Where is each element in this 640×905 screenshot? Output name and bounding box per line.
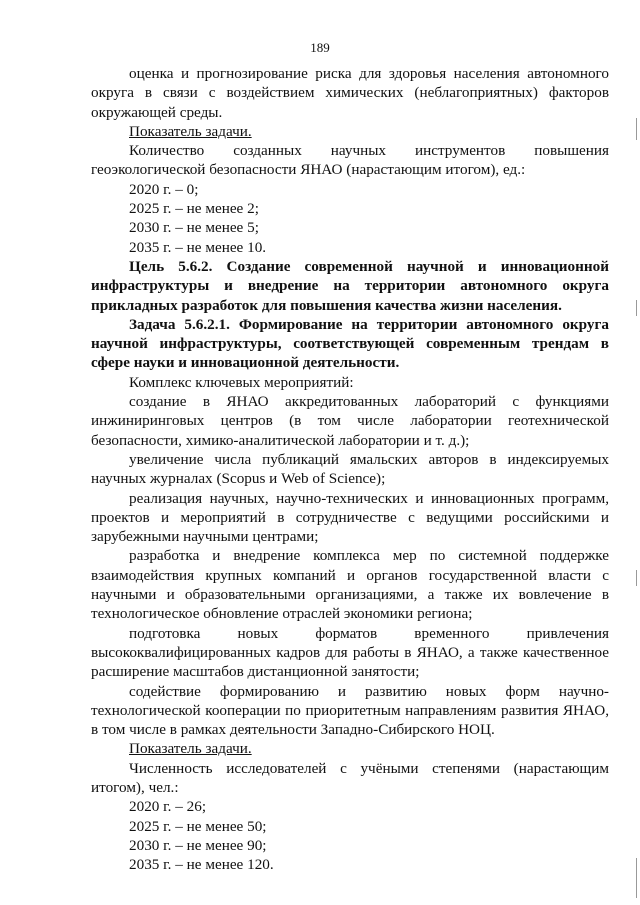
indicator-heading-1 <box>91 122 609 141</box>
activity-item: увеличение числа публикаций ямальских авторов в индексируемых научных журналах (Scopus и Web of Science); <box>91 450 609 488</box>
indicator-heading-label: Показатель задачи. <box>129 740 252 758</box>
indicator-value: 2035 г. – не менее 10. <box>129 238 267 256</box>
page-number: 189 <box>310 40 330 55</box>
activities-heading: Комплекс ключевых мероприятий: <box>129 373 354 391</box>
goal-heading: Цель 5.6.2. Создание современной научной и инновационной инфраструктуры и внедрение на территории автономного округа прикладных разработок для повышения качества жизни населения. <box>91 257 609 314</box>
activity-item: подготовка новых форматов временного привлечения высококвалифицированных кадров для работы в ЯНАО, а также качественное расширение масштабов дистанционной занятости; <box>91 624 609 681</box>
paragraph-risk-assessment: оценка и прогнозирование риска для здоровья населения автономного округа в связи с воздействием химических (неблагоприятных) факторов окружающей среды. <box>91 65 609 121</box>
indicator-description-2: Численность исследователей с учёными степенями (нарастающим итогом), чел.: <box>91 759 609 796</box>
task-heading: Задача 5.6.2.1. Формирование на территории автономного округа научной инфраструктуры, соответствующей современным трендам в сфере науки и инновационной деятельности. <box>91 315 609 372</box>
indicator-heading-2 <box>91 739 609 758</box>
indicator-heading-label: Показатель задачи. <box>129 122 252 140</box>
indicator-value: 2025 г. – не менее 2; <box>129 200 259 218</box>
indicator-value: 2020 г. – 0; <box>129 180 199 198</box>
indicator-value: 2030 г. – не менее 90; <box>129 836 267 854</box>
indicator-value: 2025 г. – не менее 50; <box>129 817 267 835</box>
activity-item: содействие формированию и развитию новых форм научно-технологической кооперации по приоритетным направлениям развития ЯНАО, в том числе в рамках деятельности Западно-Сибирского НОЦ. <box>91 682 609 739</box>
activity-item: разработка и внедрение комплекса мер по системной поддержке взаимодействия крупных компаний и органов государственной власти с научными и образовательными организациями, а также их вовлечение в технологическое обновление отраслей экономики региона; <box>91 547 609 623</box>
scan-margin-mark <box>636 118 637 140</box>
indicator-value: 2030 г. – не менее 5; <box>129 219 259 237</box>
scan-margin-mark <box>636 858 637 898</box>
activity-item: создание в ЯНАО аккредитованных лабораторий с функциями инжиниринговых центров (в том числе лаборатории геотехнической безопасности, химико-аналитической лаборатории и т. д.); <box>91 393 609 449</box>
scan-margin-mark <box>636 300 637 316</box>
indicator-description-1: Количество созданных научных инструментов повышения геоэкологической безопасности ЯНАО (нарастающим итогом), ед.: <box>91 142 609 179</box>
document-body <box>91 64 609 874</box>
scan-margin-mark <box>636 570 637 586</box>
indicator-value: 2035 г. – не менее 120. <box>129 856 274 874</box>
indicator-value: 2020 г. – 26; <box>129 798 207 816</box>
activity-item: реализация научных, научно-технических и инновационных программ, проектов и мероприятий в сотрудничестве с ведущими российскими и зарубежными научными центрами; <box>91 489 609 546</box>
